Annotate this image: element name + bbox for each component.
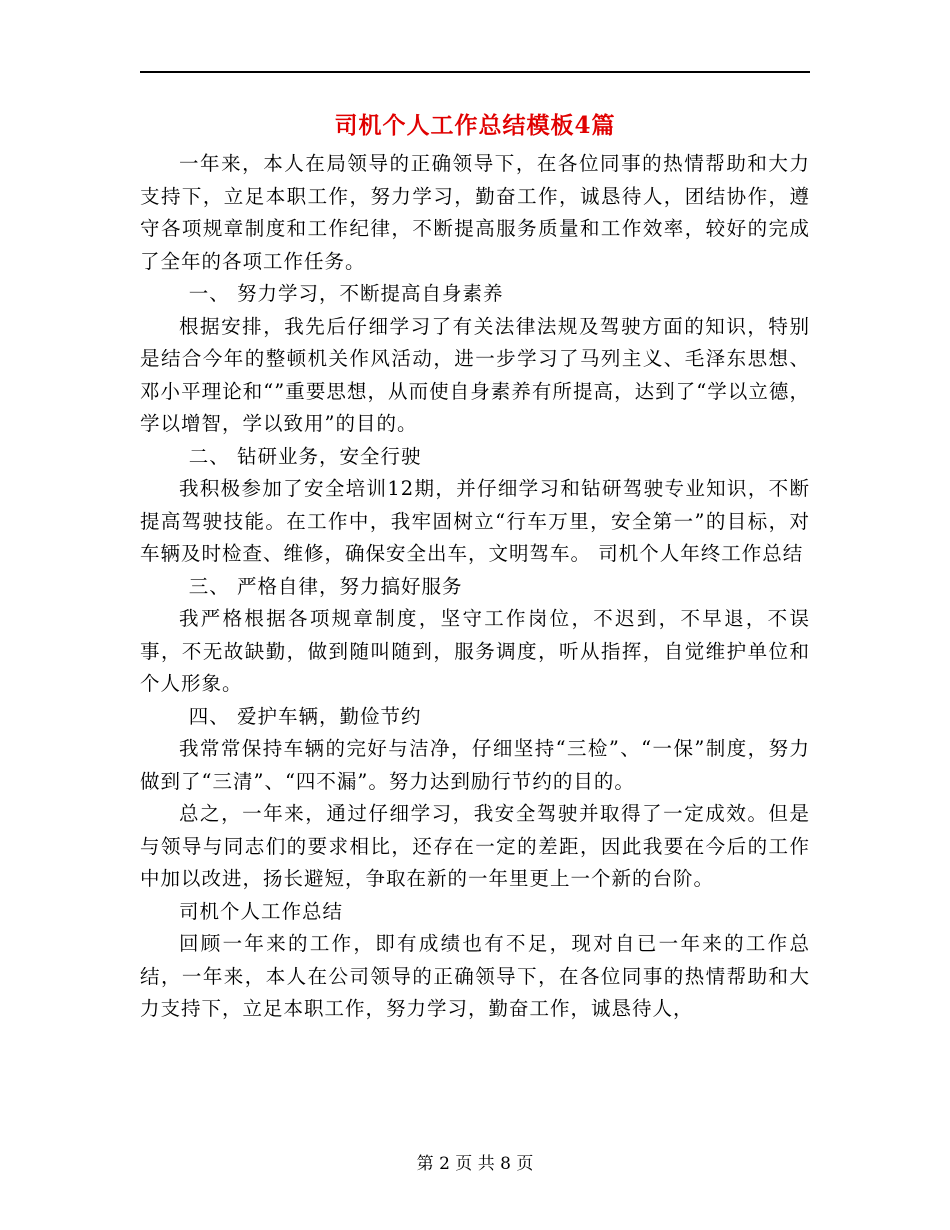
section-heading: 四、 爱护车辆，勤俭节约 xyxy=(188,704,422,728)
body-paragraph: 我常常保持车辆的完好与洁净，仔细坚持“三检”、“一保”制度，努力做到了“三清”、“四不漏”。努力达到励行节约的目的。 xyxy=(140,737,810,793)
document-body xyxy=(140,148,810,1026)
section-heading: 二、 钻研业务，安全行驶 xyxy=(188,444,422,468)
section-heading: 三、 严格自律，努力搞好服务 xyxy=(188,574,463,598)
body-paragraph: 根据安排，我先后仔细学习了有关法律法规及驾驶方面的知识，特别是结合今年的整顿机关作风活动，进一步学习了马列主义、毛泽东思想、邓小平理论和“”重要思想，从而使自身素养有所提高，达到了“学以立德，学以增智，学以致用”的目的。 xyxy=(140,314,810,435)
header-rule xyxy=(140,71,810,73)
total-page-count: 8 xyxy=(500,1154,511,1174)
body-paragraph: 回顾一年来的工作，即有成绩也有不足，现对自已一年来的工作总结，一年来，本人在公司领导的正确领导下，在各位同事的热情帮助和大力支持下，立足本职工作，努力学习，勤奋工作，诚恳待人， xyxy=(140,932,810,1020)
page-footer xyxy=(140,1152,810,1176)
footer-suffix: 页 xyxy=(516,1154,534,1174)
document-title: 司机个人工作总结模板4篇 xyxy=(334,112,616,139)
current-page-number: 2 xyxy=(439,1154,450,1174)
subtitle-paragraph: 司机个人工作总结 xyxy=(179,899,344,923)
footer-middle: 页 共 xyxy=(455,1154,495,1174)
body-paragraph: 我严格根据各项规章制度，坚守工作岗位，不迟到，不早退，不误事，不无故缺勤，做到随叫随到，服务调度，听从指挥，自觉维护单位和个人形象。 xyxy=(140,607,810,695)
body-paragraph: 一年来，本人在局领导的正确领导下，在各位同事的热情帮助和大力支持下，立足本职工作，努力学习，勤奋工作，诚恳待人，团结协作，遵守各项规章制度和工作纪律，不断提高服务质量和工作效率，较好的完成了全年的各项工作任务。 xyxy=(140,152,810,273)
body-paragraph: 总之，一年来，通过仔细学习，我安全驾驶并取得了一定成效。但是与领导与同志们的要求相比，还存在一定的差距，因此我要在今后的工作中加以改进，扬长避短，争取在新的一年里更上一个新的台阶。 xyxy=(140,802,810,890)
footer-prefix: 第 xyxy=(416,1154,434,1174)
body-paragraph: 我积极参加了安全培训12期，并仔细学习和钻研驾驶专业知识，不断提高驾驶技能。在工作中，我牢固树立“行车万里，安全第一”的目标，对车辆及时检查、维修，确保安全出车，文明驾车。 司机个人年终工作总结 xyxy=(140,477,810,565)
section-heading: 一、 努力学习，不断提高自身素养 xyxy=(188,282,504,305)
